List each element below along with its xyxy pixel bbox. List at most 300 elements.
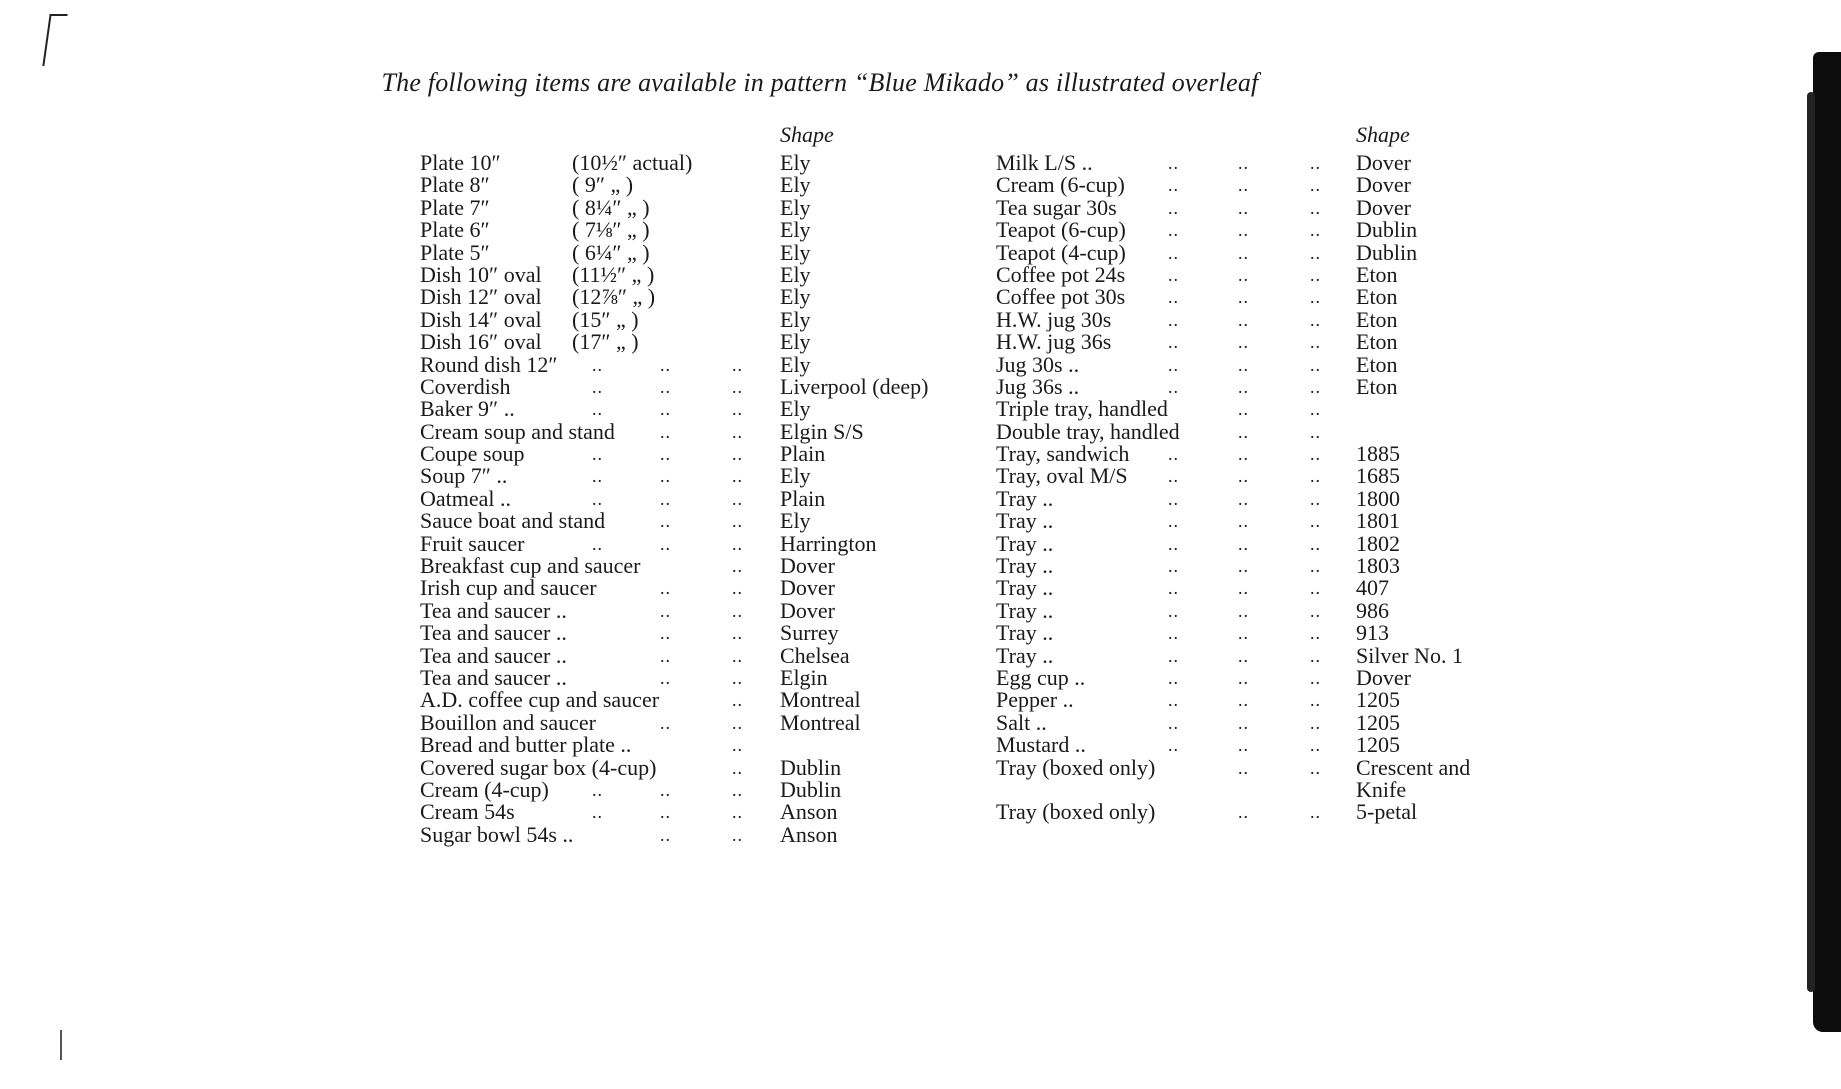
- left-list-row: [420, 239, 980, 265]
- right-leader-dots: ..: [1238, 264, 1249, 285]
- right-leader-dots: ..: [1310, 421, 1321, 442]
- left-leader-dots: ..: [592, 488, 603, 509]
- right-list-row: [996, 530, 1516, 556]
- left-item-name: Plate 6″: [420, 217, 490, 243]
- left-item-name: Bread and butter plate ..: [420, 732, 632, 758]
- left-item-name: Tea and saucer ..: [420, 664, 567, 690]
- right-item-shape: Dublin: [1356, 217, 1418, 243]
- right-leader-dots: ..: [1310, 175, 1321, 196]
- right-item-name: Tray ..: [996, 597, 1054, 623]
- right-item-shape: 1205: [1356, 687, 1400, 713]
- right-list-row: [996, 286, 1516, 308]
- left-item-name: Tea and saucer ..: [420, 597, 567, 623]
- right-leader-dots: ..: [1168, 354, 1179, 375]
- right-leader-dots: ..: [1238, 354, 1249, 375]
- left-item-shape: Ely: [780, 172, 811, 198]
- right-list-row: [996, 443, 1516, 465]
- right-leader-dots: ..: [1168, 556, 1179, 577]
- right-item-shape: Dover: [1356, 664, 1411, 690]
- right-leader-dots: ..: [1310, 712, 1321, 733]
- right-leader-dots: ..: [1168, 712, 1179, 733]
- right-list-row: [996, 709, 1516, 735]
- left-list-row: [420, 622, 980, 644]
- left-list-row: [420, 821, 980, 847]
- left-item-shape: Surrey: [780, 620, 839, 646]
- right-item-name: Tray ..: [996, 530, 1054, 556]
- right-leader-dots: ..: [1238, 421, 1249, 442]
- right-item-shape: 986: [1356, 597, 1389, 623]
- left-item-shape: Anson: [780, 821, 838, 847]
- left-item-name: Sauce boat and stand: [420, 508, 606, 534]
- right-leader-dots: ..: [1168, 242, 1179, 263]
- left-leader-dots: ..: [660, 802, 671, 823]
- left-item-name: Fruit saucer: [420, 530, 525, 556]
- right-list-row: [996, 734, 1516, 756]
- right-item-name: Tray, sandwich: [996, 441, 1130, 467]
- left-item-shape: Dover: [780, 553, 835, 579]
- left-item-shape: Chelsea: [780, 642, 850, 668]
- right-item-name: Tray ..: [996, 575, 1054, 601]
- right-list-row: [996, 664, 1516, 690]
- left-item-size: (10½″ actual): [572, 150, 693, 175]
- left-leader-dots: ..: [732, 645, 743, 666]
- left-list-row: [420, 219, 980, 241]
- right-list-row: [996, 373, 1516, 399]
- right-list-row: [996, 577, 1516, 599]
- right-item-name: Pepper ..: [996, 687, 1074, 713]
- left-item-shape: Ely: [780, 463, 811, 489]
- right-leader-dots: ..: [1238, 645, 1249, 666]
- right-leader-dots: ..: [1168, 153, 1179, 173]
- right-list-row: [996, 776, 1516, 802]
- left-list-row: [420, 734, 980, 756]
- left-leader-dots: ..: [732, 623, 743, 644]
- right-item-name: Salt ..: [996, 709, 1047, 735]
- right-leader-dots: ..: [1168, 488, 1179, 509]
- right-leader-dots: ..: [1238, 757, 1249, 778]
- right-shape-heading: Shape: [1356, 122, 1410, 147]
- left-item-shape: Montreal: [780, 687, 861, 713]
- right-item-name: Tea sugar 30s: [996, 194, 1117, 220]
- right-list-row: [996, 485, 1516, 511]
- right-list-row: [996, 510, 1516, 532]
- left-item-list: [420, 152, 980, 846]
- left-leader-dots: ..: [660, 511, 671, 532]
- right-leader-dots: ..: [1168, 667, 1179, 688]
- left-list-row: [420, 801, 980, 823]
- right-item-name: Teapot (6-cup): [996, 217, 1126, 243]
- right-leader-dots: ..: [1310, 488, 1321, 509]
- right-list-row: [996, 261, 1516, 287]
- left-item-shape: Ely: [780, 396, 811, 422]
- left-leader-dots: ..: [660, 645, 671, 666]
- right-item-shape: Eton: [1356, 261, 1398, 287]
- right-leader-dots: ..: [1310, 735, 1321, 756]
- left-list-row: [420, 261, 980, 287]
- right-list-row: [996, 174, 1516, 196]
- left-leader-dots: ..: [592, 444, 603, 465]
- left-leader-dots: ..: [660, 399, 671, 420]
- left-leader-dots: ..: [732, 488, 743, 509]
- left-item-size: ( 6¼″ „ ): [572, 239, 650, 265]
- right-leader-dots: ..: [1310, 287, 1321, 308]
- left-leader-dots: ..: [592, 533, 603, 554]
- right-leader-dots: ..: [1310, 399, 1321, 420]
- right-leader-dots: ..: [1238, 578, 1249, 599]
- right-list-row: [996, 622, 1516, 644]
- right-leader-dots: ..: [1310, 667, 1321, 688]
- left-item-shape: Elgin: [780, 664, 828, 690]
- left-shape-heading: Shape: [780, 122, 834, 147]
- left-item-shape: Harrington: [780, 530, 877, 556]
- left-item-name: Covered sugar box (4-cup): [420, 754, 657, 780]
- left-leader-dots: ..: [660, 421, 671, 442]
- left-list-row: [420, 555, 980, 577]
- right-leader-dots: ..: [1310, 802, 1321, 823]
- right-list-row: [996, 801, 1516, 823]
- right-list-row: [996, 306, 1516, 332]
- left-item-shape: Ely: [780, 239, 811, 265]
- right-item-shape: 1205: [1356, 732, 1400, 758]
- right-leader-dots: ..: [1310, 757, 1321, 778]
- left-leader-dots: ..: [660, 667, 671, 688]
- right-item-shape: 1205: [1356, 709, 1400, 735]
- right-item-name: Teapot (4-cup): [996, 239, 1126, 265]
- left-item-shape: Dublin: [780, 776, 842, 802]
- right-leader-dots: ..: [1238, 690, 1249, 711]
- left-leader-dots: ..: [732, 578, 743, 599]
- left-item-shape: Ely: [780, 284, 811, 310]
- right-list-row: [996, 398, 1516, 420]
- right-leader-dots: ..: [1310, 376, 1321, 397]
- right-leader-dots: ..: [1168, 264, 1179, 285]
- left-item-name: Breakfast cup and saucer: [420, 553, 641, 579]
- left-item-size: (11½″ „ ): [572, 261, 655, 287]
- left-leader-dots: ..: [732, 376, 743, 397]
- left-leader-dots: ..: [732, 690, 743, 711]
- right-leader-dots: ..: [1168, 466, 1179, 487]
- left-leader-dots: ..: [660, 444, 671, 465]
- left-list-row: [420, 642, 980, 668]
- left-item-size: (15″ „ ): [572, 306, 639, 332]
- right-item-shape: Eton: [1356, 373, 1398, 399]
- right-leader-dots: ..: [1238, 533, 1249, 554]
- right-item-shape: Eton: [1356, 329, 1398, 355]
- left-item-name: Baker 9″ ..: [420, 396, 515, 422]
- left-list-row: [420, 776, 980, 802]
- right-list-row: [996, 418, 1516, 444]
- right-leader-dots: ..: [1238, 287, 1249, 308]
- right-list-row: [996, 239, 1516, 265]
- left-item-name: Dish 16″ oval: [420, 329, 542, 355]
- left-leader-dots: ..: [732, 735, 743, 756]
- right-leader-dots: ..: [1238, 667, 1249, 688]
- right-leader-dots: ..: [1168, 309, 1179, 330]
- left-item-name: Bouillon and saucer: [420, 709, 596, 735]
- left-list-row: [420, 530, 980, 556]
- left-item-name: Dish 10″ oval: [420, 261, 542, 287]
- right-item-name: Tray, oval M/S: [996, 463, 1128, 489]
- left-item-name: Oatmeal ..: [420, 485, 512, 511]
- left-list-row: [420, 286, 980, 308]
- left-leader-dots: ..: [732, 600, 743, 621]
- right-item-shape: Dover: [1356, 194, 1411, 220]
- left-list-row: [420, 174, 980, 196]
- right-list-row: [996, 152, 1516, 174]
- right-leader-dots: ..: [1168, 197, 1179, 218]
- right-leader-dots: ..: [1310, 466, 1321, 487]
- right-leader-dots: ..: [1310, 153, 1321, 173]
- right-item-shape: 1803: [1356, 553, 1400, 579]
- right-item-shape: 1685: [1356, 463, 1400, 489]
- right-leader-dots: ..: [1310, 690, 1321, 711]
- right-item-name: Cream (6-cup): [996, 172, 1125, 198]
- left-leader-dots: ..: [732, 556, 743, 577]
- left-leader-dots: ..: [660, 779, 671, 800]
- right-item-shape: 913: [1356, 620, 1389, 646]
- right-list-row: [996, 555, 1516, 577]
- right-leader-dots: ..: [1238, 623, 1249, 644]
- right-leader-dots: ..: [1168, 444, 1179, 465]
- left-item-size: (17″ „ ): [572, 329, 639, 355]
- left-list-row: [420, 351, 980, 377]
- left-list-row: [420, 443, 980, 465]
- right-item-name: H.W. jug 36s: [996, 329, 1112, 355]
- right-leader-dots: ..: [1238, 399, 1249, 420]
- right-item-name: Jug 30s ..: [996, 351, 1080, 377]
- left-leader-dots: ..: [732, 354, 743, 375]
- right-item-name: Tray ..: [996, 485, 1054, 511]
- right-list-row: [996, 754, 1516, 780]
- right-item-shape: 5-petal: [1356, 799, 1418, 825]
- right-item-shape: Knife: [1356, 776, 1407, 802]
- right-item-list: [996, 152, 1516, 824]
- scan-page-edge: [1813, 52, 1841, 1032]
- right-leader-dots: ..: [1310, 556, 1321, 577]
- left-item-shape: Dover: [780, 575, 835, 601]
- left-leader-dots: ..: [732, 712, 743, 733]
- left-item-size: ( 7⅛″ „ ): [572, 217, 650, 243]
- left-list-row: [420, 754, 980, 780]
- left-list-row: [420, 510, 980, 532]
- left-leader-dots: ..: [592, 779, 603, 800]
- right-item-shape: Dover: [1356, 150, 1411, 175]
- right-item-name: Double tray, handled: [996, 418, 1180, 444]
- left-item-shape: Elgin S/S: [780, 418, 864, 444]
- left-item-name: Plate 10″: [420, 150, 501, 175]
- left-item-shape: Ely: [780, 150, 811, 175]
- left-item-shape: Anson: [780, 799, 838, 825]
- left-leader-dots: ..: [660, 600, 671, 621]
- right-list-row: [996, 689, 1516, 711]
- right-leader-dots: ..: [1168, 287, 1179, 308]
- left-leader-dots: ..: [660, 578, 671, 599]
- right-leader-dots: ..: [1310, 242, 1321, 263]
- left-leader-dots: ..: [592, 354, 603, 375]
- left-list-row: [420, 597, 980, 623]
- right-leader-dots: ..: [1168, 690, 1179, 711]
- left-leader-dots: ..: [592, 802, 603, 823]
- right-leader-dots: ..: [1238, 197, 1249, 218]
- right-leader-dots: ..: [1238, 153, 1249, 173]
- right-item-shape: 1801: [1356, 508, 1400, 534]
- left-item-name: Tea and saucer ..: [420, 642, 567, 668]
- left-item-shape: Ely: [780, 306, 811, 332]
- left-list-row: [420, 577, 980, 599]
- left-leader-dots: ..: [732, 444, 743, 465]
- left-leader-dots: ..: [732, 667, 743, 688]
- left-item-size: ( 8¼″ „ ): [572, 194, 650, 220]
- right-leader-dots: ..: [1310, 533, 1321, 554]
- right-item-shape: Crescent and: [1356, 754, 1471, 780]
- right-leader-dots: ..: [1238, 712, 1249, 733]
- right-leader-dots: ..: [1310, 220, 1321, 241]
- right-item-name: Milk L/S ..: [996, 150, 1093, 175]
- left-item-shape: Ely: [780, 329, 811, 355]
- right-list-row: [996, 351, 1516, 377]
- left-leader-dots: ..: [592, 466, 603, 487]
- left-item-size: (12⅞″ „ ): [572, 284, 656, 310]
- right-list-row: [996, 194, 1516, 220]
- right-leader-dots: ..: [1168, 220, 1179, 241]
- right-leader-dots: ..: [1238, 444, 1249, 465]
- right-item-name: Tray ..: [996, 553, 1054, 579]
- left-item-name: Soup 7″ ..: [420, 463, 508, 489]
- right-leader-dots: ..: [1310, 309, 1321, 330]
- left-list-row: [420, 373, 980, 399]
- left-leader-dots: ..: [660, 533, 671, 554]
- right-item-shape: 407: [1356, 575, 1389, 601]
- left-item-name: Plate 5″: [420, 239, 490, 265]
- right-item-name: Coffee pot 30s: [996, 284, 1126, 310]
- right-list-row: [996, 331, 1516, 353]
- right-item-name: Tray ..: [996, 620, 1054, 646]
- right-leader-dots: ..: [1310, 354, 1321, 375]
- left-item-shape: Plain: [780, 485, 826, 511]
- right-leader-dots: ..: [1168, 578, 1179, 599]
- left-list-row: [420, 664, 980, 690]
- left-leader-dots: ..: [592, 376, 603, 397]
- scan-corner-mark: [42, 14, 67, 66]
- left-list-row: [420, 418, 980, 444]
- left-item-name: Irish cup and saucer: [420, 575, 597, 601]
- left-item-shape: Ely: [780, 217, 811, 243]
- left-leader-dots: ..: [660, 623, 671, 644]
- right-item-shape: Eton: [1356, 284, 1398, 310]
- right-leader-dots: ..: [1238, 556, 1249, 577]
- right-leader-dots: ..: [1310, 444, 1321, 465]
- right-leader-dots: ..: [1168, 376, 1179, 397]
- left-item-name: Sugar bowl 54s ..: [420, 821, 574, 847]
- right-leader-dots: ..: [1168, 533, 1179, 554]
- left-item-name: Plate 7″: [420, 194, 490, 220]
- left-item-shape: Dover: [780, 597, 835, 623]
- right-item-name: Jug 36s ..: [996, 373, 1080, 399]
- left-leader-dots: ..: [732, 421, 743, 442]
- right-leader-dots: ..: [1310, 197, 1321, 218]
- right-leader-dots: ..: [1238, 309, 1249, 330]
- left-leader-dots: ..: [660, 824, 671, 845]
- left-item-shape: Liverpool (deep): [780, 373, 929, 399]
- left-list-row: [420, 194, 980, 220]
- right-leader-dots: ..: [1310, 332, 1321, 353]
- right-leader-dots: ..: [1238, 242, 1249, 263]
- left-item-name: Plate 8″: [420, 172, 490, 198]
- right-item-name: Tray (boxed only): [996, 754, 1156, 780]
- right-item-shape: 1885: [1356, 441, 1400, 467]
- right-item-name: Egg cup ..: [996, 664, 1086, 690]
- left-leader-dots: ..: [732, 824, 743, 845]
- left-item-shape: Ely: [780, 261, 811, 287]
- left-item-shape: Ely: [780, 194, 811, 220]
- left-leader-dots: ..: [732, 466, 743, 487]
- right-leader-dots: ..: [1238, 466, 1249, 487]
- left-item-name: A.D. coffee cup and saucer: [420, 687, 660, 713]
- right-leader-dots: ..: [1168, 175, 1179, 196]
- right-item-shape: Silver No. 1: [1356, 642, 1463, 668]
- left-item-shape: Montreal: [780, 709, 861, 735]
- left-leader-dots: ..: [732, 399, 743, 420]
- left-item-name: Round dish 12″: [420, 351, 558, 377]
- right-leader-dots: ..: [1168, 332, 1179, 353]
- page-title: The following items are available in pattern “Blue Mikado” as illustrated overleaf: [381, 68, 1259, 97]
- right-leader-dots: ..: [1238, 376, 1249, 397]
- left-leader-dots: ..: [592, 399, 603, 420]
- right-leader-dots: ..: [1238, 175, 1249, 196]
- right-list-row: [996, 642, 1516, 668]
- right-leader-dots: ..: [1238, 802, 1249, 823]
- left-leader-dots: ..: [660, 354, 671, 375]
- right-item-name: Tray ..: [996, 508, 1054, 534]
- right-leader-dots: ..: [1168, 645, 1179, 666]
- right-item-shape: 1800: [1356, 485, 1400, 511]
- left-item-shape: Ely: [780, 508, 811, 534]
- left-item-name: Cream (4-cup): [420, 776, 549, 802]
- left-leader-dots: ..: [732, 802, 743, 823]
- right-leader-dots: ..: [1238, 735, 1249, 756]
- right-item-shape: Eton: [1356, 351, 1398, 377]
- right-item-name: H.W. jug 30s: [996, 306, 1112, 332]
- left-item-name: Coverdish: [420, 373, 511, 399]
- left-item-name: Dish 14″ oval: [420, 306, 542, 332]
- right-leader-dots: ..: [1168, 623, 1179, 644]
- right-leader-dots: ..: [1238, 511, 1249, 532]
- right-list-row: [996, 465, 1516, 487]
- right-leader-dots: ..: [1310, 645, 1321, 666]
- right-leader-dots: ..: [1310, 264, 1321, 285]
- left-item-shape: Plain: [780, 441, 826, 467]
- right-leader-dots: ..: [1168, 511, 1179, 532]
- right-leader-dots: ..: [1310, 600, 1321, 621]
- left-leader-dots: ..: [660, 376, 671, 397]
- scan-tick-mark: [60, 1030, 62, 1060]
- left-list-row: [420, 398, 980, 420]
- right-item-name: Tray (boxed only): [996, 799, 1156, 825]
- left-list-row: [420, 331, 980, 353]
- right-item-name: Triple tray, handled: [996, 396, 1168, 422]
- right-list-row: [996, 597, 1516, 623]
- right-item-shape: Eton: [1356, 306, 1398, 332]
- right-leader-dots: ..: [1238, 332, 1249, 353]
- left-item-size: ( 9″ „ ): [572, 172, 634, 198]
- right-leader-dots: ..: [1310, 623, 1321, 644]
- left-leader-dots: ..: [660, 712, 671, 733]
- left-list-row: [420, 709, 980, 735]
- left-list-row: [420, 465, 980, 487]
- right-leader-dots: ..: [1238, 488, 1249, 509]
- right-item-shape: Dublin: [1356, 239, 1418, 265]
- right-leader-dots: ..: [1310, 578, 1321, 599]
